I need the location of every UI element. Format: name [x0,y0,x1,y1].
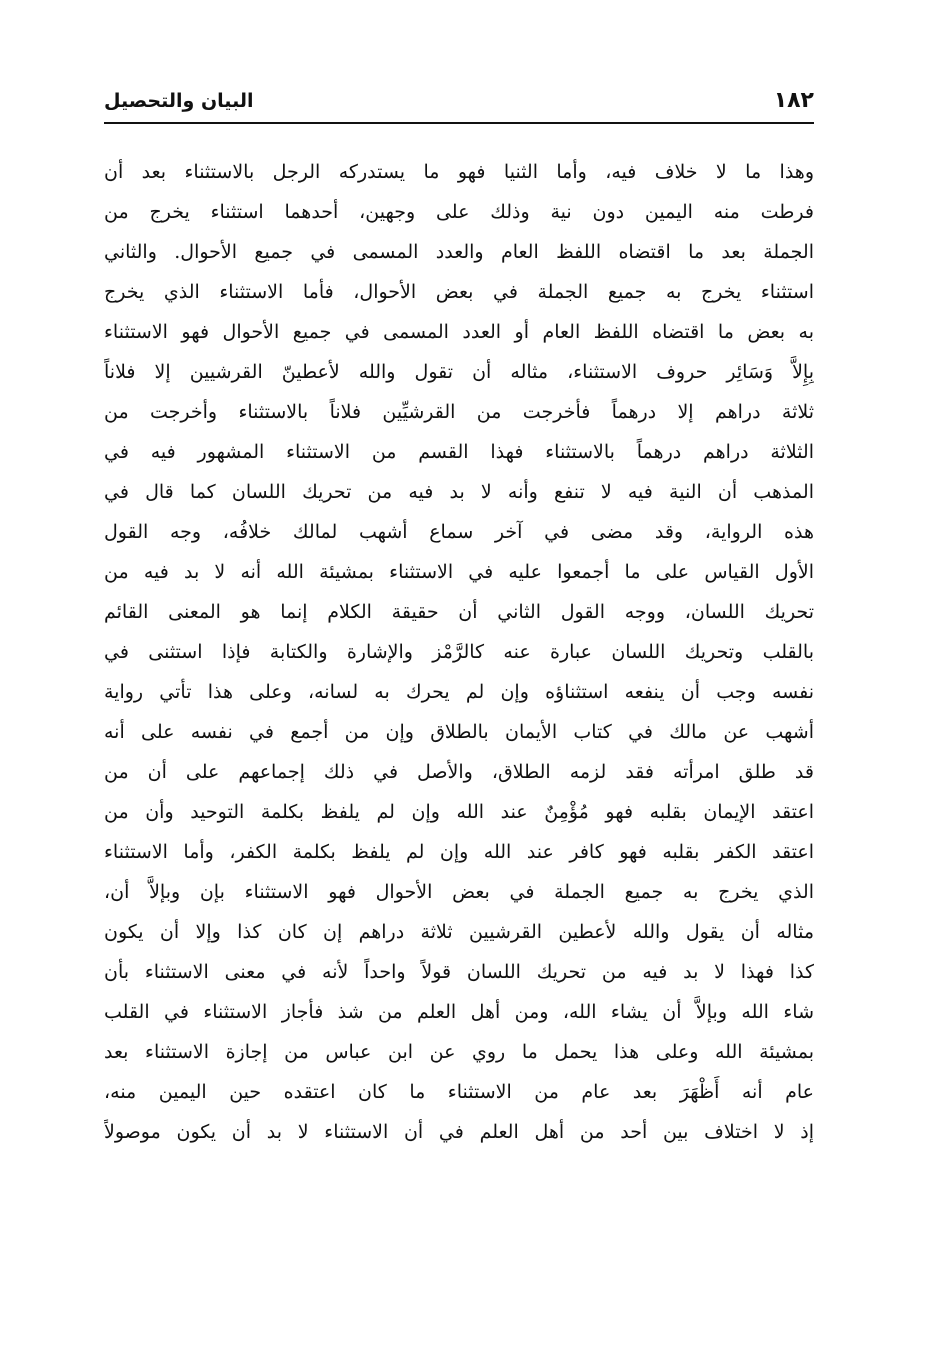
page-number: ١٨٢ [773,88,814,113]
text-line: كذا فهذا لا بد فيه من تحريك اللسان قولاً واحداً لأنه في معنى الاستثناء بأن [104,961,814,983]
text-line: بالقلب وتحريك اللسان عبارة عنه كالرَّمْز والإشارة والكتابة فإذا استثنى في [104,641,814,663]
header-rule [104,122,814,124]
text-line: اعتقد الكفر بقلبه فهو كافر عند الله وإن لم يلفظ بكلمة الكفر، وأما الاستثناء [104,841,814,863]
text-line: استثناء يخرج به جميع الجملة في بعض الأحوال، فأما الاستثناء الذي يخرج [104,281,814,303]
text-line: اعتقد الإيمان بقلبه فهو مُؤْمِنٌ عند الله وإن لم يلفظ بكلمة التوحيد وأن من [104,801,814,823]
text-line: ثلاثة دراهم إلا درهماً فأخرجت من القرشيِّين فلاناً بالاستثناء وأخرجت من [104,401,814,423]
text-line: الجملة بعد ما اقتضاه اللفظ العام والعدد المسمى في جميع الأحوال. والثاني [104,241,814,263]
text-line: هذه الرواية، وقد مضى في آخر سماع أشهب لمالك خلافُه، وجه القول [104,521,814,543]
page-header [104,82,814,122]
text-line: شاء الله وبإلاَّ أن يشاء الله، ومن أهل العلم من شذ فأجاز الاستثناء في القلب [104,1001,814,1023]
text-line: فرطت منه اليمين دون نية وذلك على وجهين، أحدهما استثناء يخرج من [104,201,814,223]
text-line: به بعض ما اقتضاه اللفظ العام أو العدد المسمى في جميع الأحوال فهو الاستثناء [104,321,814,343]
text-line: بِإِلاَّ وَسَائِر حروف الاستثناء، مثاله أن تقول والله لأعطينّ القرشيين إلا فلاناً [104,361,814,383]
text-line: إذ لا اختلاف بين أحد من أهل العلم في أن الاستثناء لا بد أن يكون موصولاً [104,1121,814,1143]
text-line: عام أنه أَظْهَرَ بعد عام من الاستثناء ما كان اعتقده حين اليمين منه، [104,1081,814,1103]
text-line: نفسه وجب أن ينفعه استثناؤه وإن لم يحرك به لسانه، وعلى هذا تأتي رواية [104,681,814,703]
body-text [104,152,814,1152]
text-line: تحريك اللسان، ووجه القول الثاني أن حقيقة الكلام إنما هو المعنى القائم [104,601,814,623]
text-line: وهذا ما لا خلاف فيه، وأما الثنيا فهو ما يستدركه الرجل بالاستثناء بعد أن [104,161,814,183]
running-title: البيان والتحصيل [104,90,254,112]
text-line: بمشيئة الله وعلى هذا يحمل ما روي عن ابن عباس من إجازة الاستثناء بعد [104,1041,814,1063]
text-line: قد طلق امرأته فقد لزمه الطلاق، والأصل في ذلك إجماعهم على أن من [104,761,814,783]
text-line: الثلاثة دراهم درهماً بالاستثناء فهذا القسم من الاستثناء المشهور فيه في [104,441,814,463]
text-line: الذي يخرج به جميع الجملة في بعض الأحوال فهو الاستثناء بإن وبإلاَّ أن، [104,881,814,903]
text-line: أشهب عن مالك في كتاب الأيمان بالطلاق وإن من أجمع في نفسه على أنه [104,721,814,743]
text-line: المذهب أن النية فيه لا تنفع وأنه لا بد فيه من تحريك اللسان كما قال في [104,481,814,503]
text-line: مثاله أن يقول والله لأعطين القرشيين ثلاثة دراهم إن كان كذا وإلا أن يكون [104,921,814,943]
text-line: الأول القياس على ما أجمعوا عليه في الاستثناء بمشيئة الله أنه لا بد فيه من [104,561,814,583]
